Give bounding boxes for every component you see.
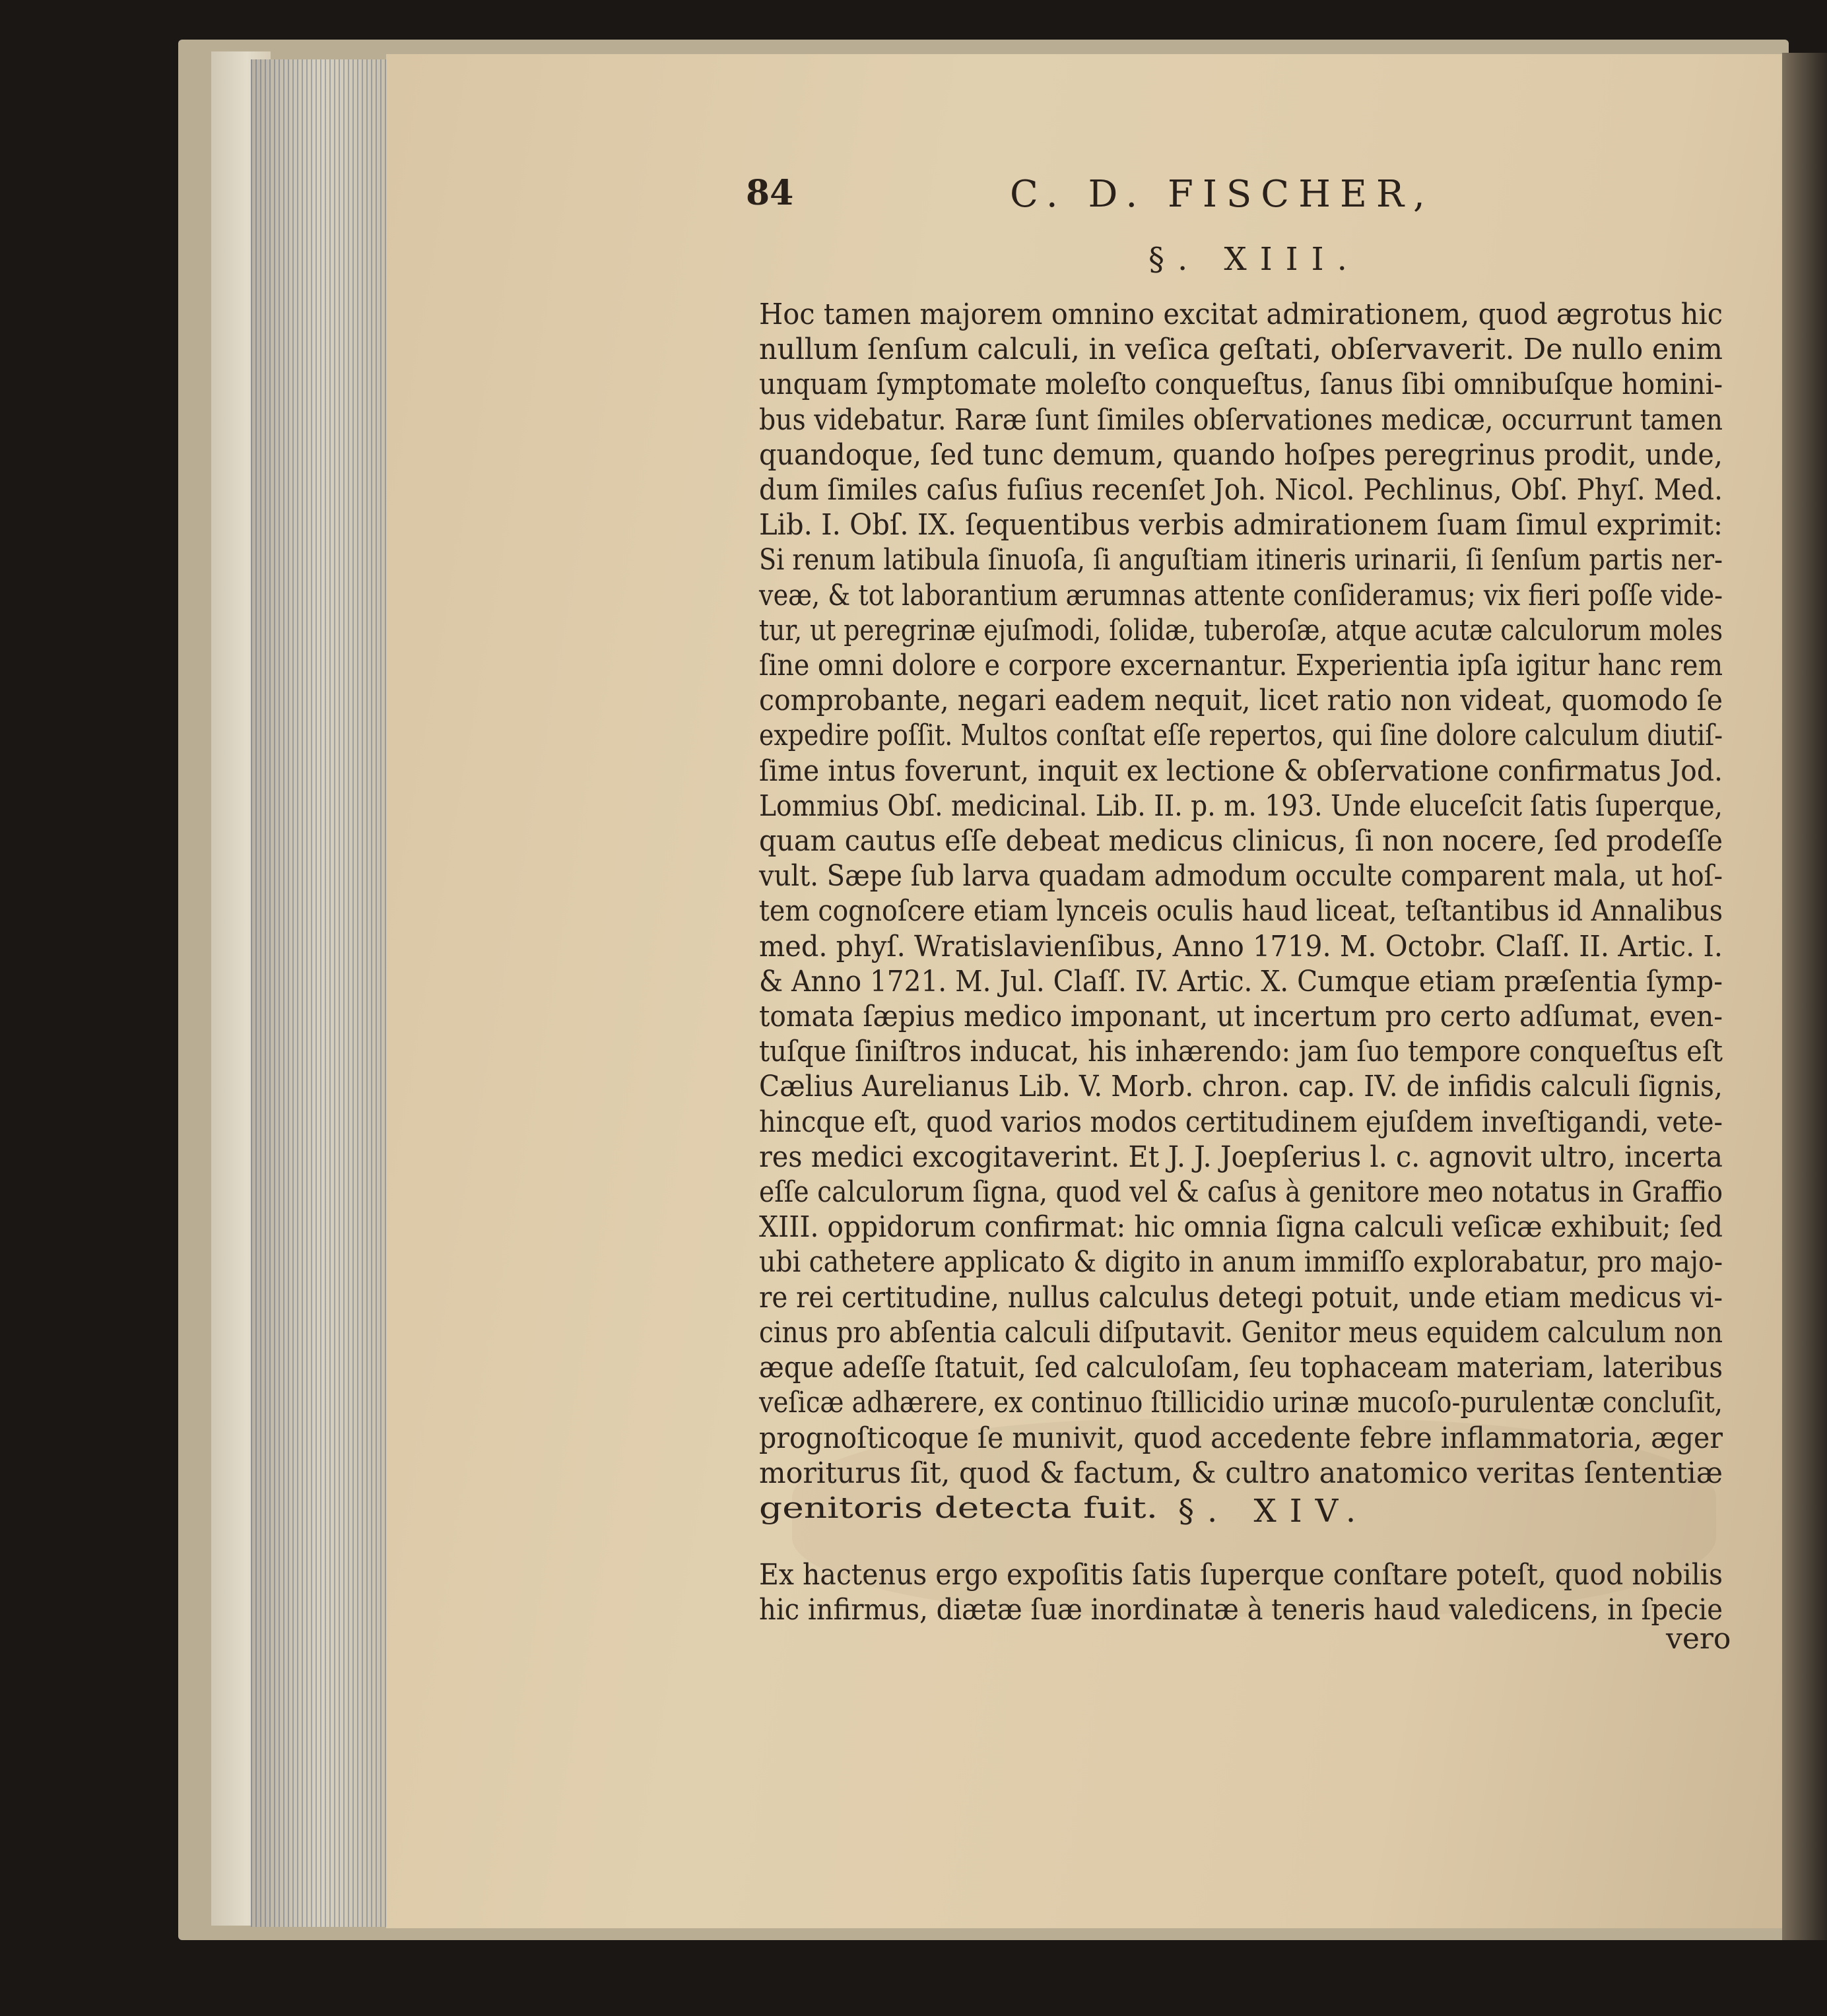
- text-line: cinus pro abſentia calculi diſputavit. Genitor meus equidem calculum non: [759, 1315, 1723, 1349]
- text-line: re rei certitudine, nullus calculus detegi potuit, unde etiam medicus vi-: [759, 1280, 1723, 1315]
- text-line: ſime intus foverunt, inquit ex lectione & obſervatione confirmatus Jod.: [759, 754, 1723, 788]
- text-line: eſſe calculorum ſigna, quod vel & caſus à genitore meo notatus in Graffio: [759, 1175, 1723, 1210]
- text-line: tur, ut peregrinæ ejuſmodi, ſolidæ, tuberoſæ, atque acutæ calculorum moles: [759, 613, 1723, 647]
- text-line: Hoc tamen majorem omnino excitat admirationem, quod ægrotus hic: [759, 298, 1723, 331]
- text-line: ſine omni dolore e corpore excernantur. Experientia ipſa igitur hanc rem: [759, 649, 1723, 683]
- text-line: vult. Sæpe ſub larva quadam admodum occulte comparent mala, ut hoſ-: [759, 859, 1723, 894]
- text-line: Lommius Obſ. medicinal. Lib. II. p. m. 193. Unde eluceſcit ſatis ſuperque,: [759, 789, 1723, 823]
- text-line: Si renum latibula ſinuoſa, ſi anguſtiam itineris urinarii, ſi ſenſum partis ner-: [759, 543, 1723, 577]
- text-line: & Anno 1721. M. Jul. Claſſ. IV. Artic. X. Cumque etiam præſentia ſymp-: [759, 964, 1723, 998]
- paragraph-section-xiii: [759, 297, 1723, 1526]
- section-title-xiii: §. XIII.: [1148, 241, 1360, 278]
- text-line: æque adeſſe ſtatuit, ſed calculoſam, ſeu tophaceam materiam, lateribus: [759, 1351, 1723, 1385]
- text-line: expedire poſſit. Multos conſtat eſſe repertos, qui ſine dolore calculum diutiſ-: [759, 719, 1723, 753]
- text-line: quam cautus eſſe debeat medicus clinicus, ſi non nocere, ſed prodeſſe: [759, 824, 1723, 859]
- text-line: quandoque, ſed tunc demum, quando hoſpes peregrinus prodit, unde,: [759, 438, 1723, 472]
- text-line: tuſque ſiniſtros inducat, his inhærendo: jam ſuo tempore conqueſtus eſt: [759, 1035, 1723, 1069]
- catchword: vero: [1666, 1622, 1731, 1656]
- text-line: med. phyſ. Wratislavienſibus, Anno 1719. M. Octobr. Claſſ. II. Artic. I.: [759, 929, 1723, 963]
- text-line: veſicæ adhærere, ex continuo ſtillicidio urinæ mucoſo-purulentæ concluſit,: [759, 1386, 1723, 1420]
- text-line: hic infirmus, diætæ ſuæ inordinatæ à teneris haud valedicens, in ſpecie: [759, 1593, 1723, 1627]
- text-line: tem cognoſcere etiam lynceis oculis haud liceat, teſtantibus id Annalibus: [759, 894, 1723, 928]
- text-line: nullum ſenſum calculi, in veſica geſtati, obſervaverit. De nullo enim: [759, 333, 1723, 367]
- text-line: tomata ſæpius medico imponant, ut incertum pro certo adſumat, even-: [759, 1000, 1723, 1034]
- text-line: res medici excogitaverint. Et J. J. Joepſerius l. c. agnovit ultro, incerta: [759, 1140, 1723, 1174]
- section-title-xiv: §. XIV.: [1178, 1493, 1370, 1530]
- text-line: moriturus ſit, quod & factum, & cultro anatomico veritas ſententiæ: [759, 1456, 1723, 1490]
- text-line: hincque eſt, quod varios modos certitudinem ejuſdem inveſtigandi, vete-: [759, 1105, 1723, 1139]
- text-line: XIII. oppidorum confirmat: hic omnia ſigna calculi veſicæ exhibuit; ſed: [759, 1210, 1723, 1245]
- text-line: ubi cathetere applicato & digito in anum immiſſo explorabatur, pro majo-: [759, 1245, 1723, 1280]
- text-line: dum ſimiles caſus fuſius recenſet Joh. Nicol. Pechlinus, Obſ. Phyſ. Med.: [759, 473, 1723, 507]
- text-line: veæ, & tot laborantium ærumnas attente conſideramus; vix fieri poſſe vide-: [759, 578, 1723, 612]
- text-line: unquam ſymptomate moleſto conqueſtus, ſanus ſibi omnibuſque homini-: [759, 368, 1723, 402]
- text-line: prognoſticoque ſe munivit, quod accedente febre inflammatoria, æger: [759, 1421, 1723, 1455]
- page-number: 84: [746, 173, 794, 213]
- text-line: Lib. I. Obſ. IX. ſequentibus verbis admirationem ſuam ſimul exprimit:: [759, 508, 1723, 542]
- text-line: Ex hactenus ergo expoſitis ſatis ſuperque conſtare poteſt, quod nobilis: [759, 1558, 1723, 1592]
- running-head: C. D. FISCHER,: [1010, 173, 1434, 216]
- page-header: [746, 173, 1736, 226]
- paragraph-section-xiv: [759, 1557, 1723, 1627]
- binding-shadow: [1782, 53, 1827, 1940]
- text-line: genitoris detecta fuit.: [759, 1491, 1158, 1525]
- book-fore-edge: [251, 59, 389, 1927]
- text-line: comprobante, negari eadem nequit, licet ratio non videat, quomodo ſe: [759, 684, 1723, 718]
- text-line: bus videbatur. Raræ ſunt ſimiles obſervationes medicæ, occurrunt tamen: [759, 403, 1723, 437]
- text-line: Cælius Aurelianus Lib. V. Morb. chron. cap. IV. de infidis calculi ſignis,: [759, 1070, 1723, 1104]
